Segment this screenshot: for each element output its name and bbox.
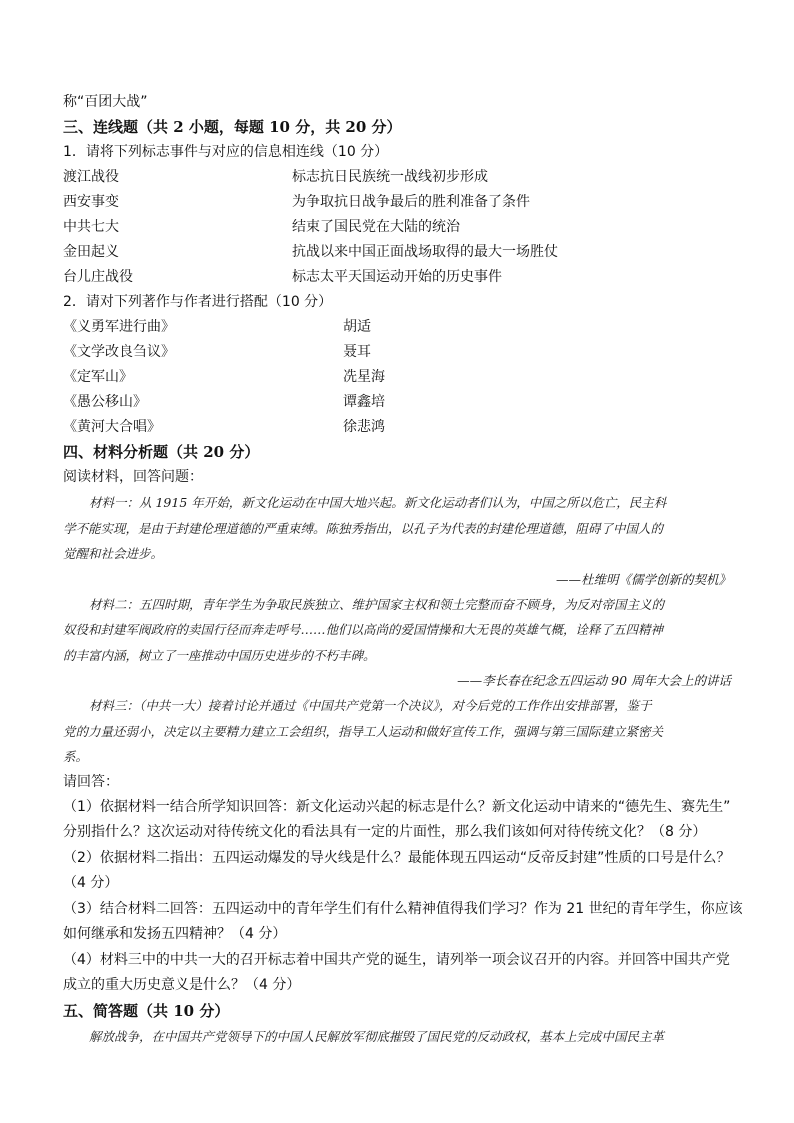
section5-text: 解放战争，在中国共产党领导下的中国人民解放军彻底摧毁了国民党的反动政权，基本上完成中国民主革 [89,1028,665,1044]
matching-row [63,390,743,415]
event-info: 抗战以来中国正面战场取得的最大一场胜仗 [292,244,558,260]
material-line: 材料一：从 1915 年开始，新文化运动在中国大地兴起。新文化运动者们认为，中国之所以危亡，民主科 [89,495,667,510]
author-name: 聂耳 [343,344,371,360]
event-item: 中共七大 [63,219,119,235]
matching-row [63,365,743,390]
answer-instruction: 请回答： [63,773,119,790]
material-line: 觉醒和社会进步。 [63,546,164,561]
question-2 [63,846,743,897]
q2-prompt: 2．请对下列著作与作者进行搭配（10 分） [63,294,333,310]
material-line: 材料二：五四时期，青年学生为争取民族独立、维护国家主权和领土完整而奋不顾身，为反对帝国主义的 [89,596,665,612]
continuation-line: 称“百团大战” [63,94,148,110]
question-line: 分别指什么？这次运动对待传统文化的看法具有一定的片面性，那么我们该如何对待传统文化？（8 分） [63,824,707,840]
material-1-source: ——杜维明《儒学创新的契机》 [555,571,731,587]
question-line: （4）材料三中的中共一大的召开标志着中国共产党的诞生，请列举一项会议召开的内容。并回答中国共产党 [63,951,730,968]
matching-row [63,415,743,440]
event-item: 台儿庄战役 [63,269,133,285]
work-title: 《黄河大合唱》 [63,419,161,435]
material-line: 奴役和封建军阀政府的卖国行径而奔走呼号……他们以高尚的爱国情操和大无畏的英雄气概，诠释了五四精神 [63,622,664,637]
author-name: 谭鑫培 [343,394,385,410]
event-info: 标志抗日民族统一战线初步形成 [292,169,488,185]
question-line: （2）依据材料二指出：五四运动爆发的导火线是什么？最能体现五四运动“反帝反封建”性质的口号是什么？ [63,849,731,866]
event-info: 标志太平天国运动开始的历史事件 [292,269,502,285]
material-line: 系。 [63,749,89,764]
question-line: （3）结合材料二回答：五四运动中的青年学生们有什么精神值得我们学习？作为 21 世纪的青年学生，你应该 [63,900,743,917]
material-2-source: ——李长春在纪念五四运动 90 周年大会上的讲话 [457,673,731,688]
material-line: 党的力量还弱小，决定以主要精力建立工会组织，指导工人运动和做好宣传工作，强调与第三国际建立紧密关 [63,723,664,739]
work-title: 《义勇军进行曲》 [63,319,175,335]
question-line: 成立的重大历史意义是什么？（4 分） [63,977,301,993]
section5-heading: 五、简答题（共 10 分） [63,1001,230,1020]
question-4 [63,948,743,999]
work-title: 《文学改良刍议》 [63,344,175,360]
material-line: 材料三：（中共一大）接着讨论并通过《中国共产党第一个决议》，对今后党的工作作出安排部署，鉴于 [89,698,652,713]
event-info: 结束了国民党在大陆的统治 [292,219,460,235]
question-line: 如何继承和发扬五四精神？（4 分） [63,926,287,942]
author-name: 徐悲鸿 [343,419,385,435]
work-title: 《定军山》 [63,369,133,385]
matching-row [63,240,743,265]
event-info: 为争取抗日战争最后的胜利准备了条件 [292,194,530,210]
q1-prompt: 1．请将下列标志事件与对应的信息相连线（10 分） [63,144,389,160]
matching-row [63,215,743,240]
reading-instruction: 阅读材料，回答问题： [63,469,203,485]
work-title: 《愚公移山》 [63,394,147,410]
material-1 [63,490,743,567]
section4-heading: 四、材料分析题（共 20 分） [63,443,260,461]
material-2 [63,592,743,669]
question-line: （1）依据材料一结合所学知识回答：新文化运动兴起的标志是什么？新文化运动中请来的“德先生、赛先生” [63,798,731,815]
matching-row [63,190,743,215]
event-item: 金田起义 [63,244,119,260]
matching-row [63,165,743,190]
author-name: 胡适 [343,319,371,335]
material-3 [63,693,743,770]
event-item: 西安事变 [63,194,119,210]
document-page [63,90,743,1049]
question-1 [63,795,743,846]
author-name: 冼星海 [343,369,385,385]
question-line: （4 分） [63,875,119,891]
question-3 [63,897,743,948]
matching-row [63,315,743,340]
section3-heading: 三、连线题（共 2 小题，每题 10 分，共 20 分） [63,118,402,136]
matching-row [63,265,743,290]
event-item: 渡江战役 [63,169,119,185]
matching-row [63,340,743,365]
material-line: 学不能实现，是由于封建伦理道德的严重束缚。陈独秀指出，以孔子为代表的封建伦理道德，阻碍了中国人的 [63,520,664,536]
material-line: 的丰富内涵，树立了一座推动中国历史进步的不朽丰碑。 [63,647,376,663]
